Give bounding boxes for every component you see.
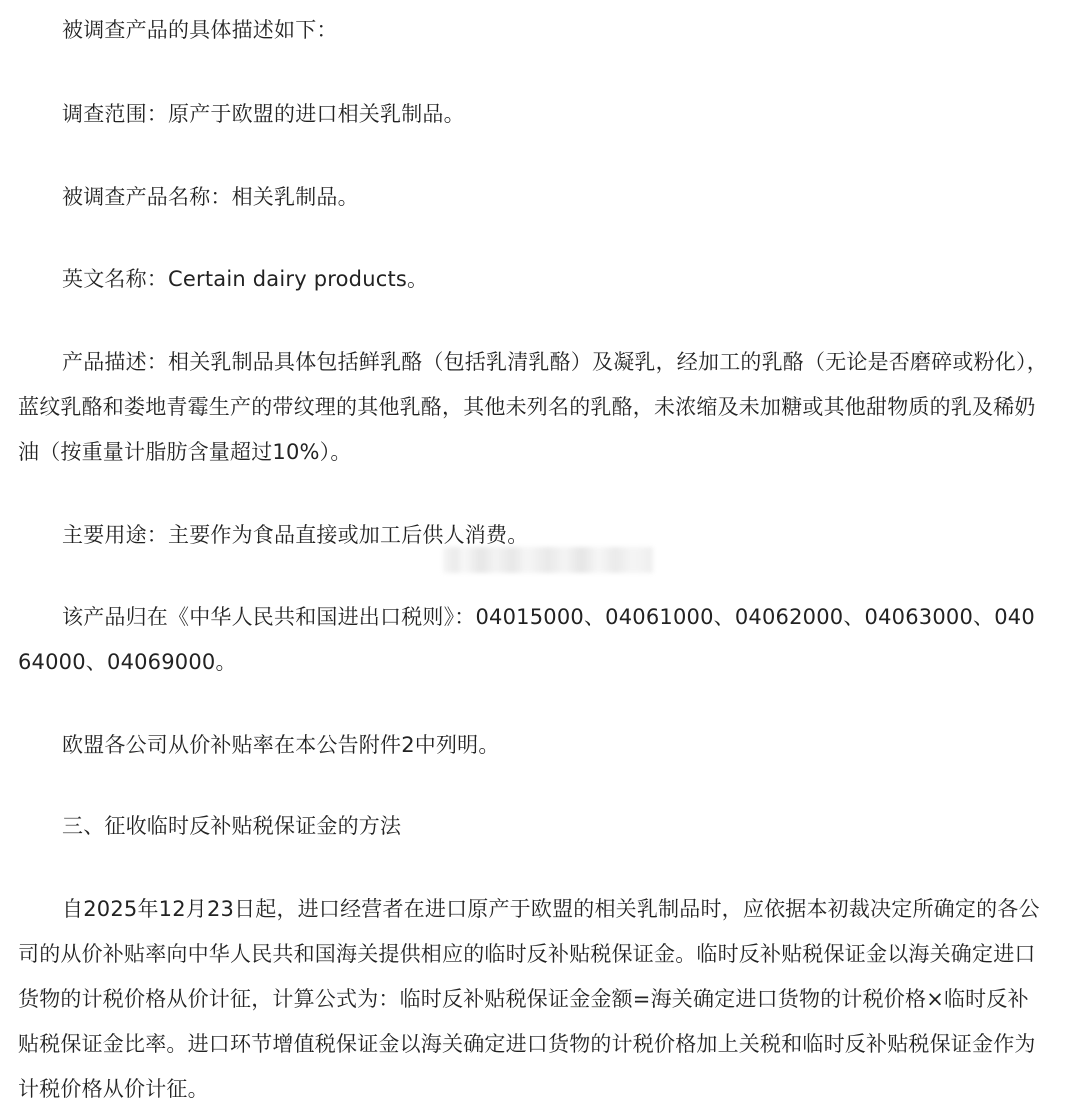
paragraph-product-name: 被调查产品名称：相关乳制品。 [62, 185, 359, 209]
paragraph-main-use: 主要用途：主要作为食品直接或加工后供人消费。 [62, 523, 529, 547]
paragraph-intro: 被调查产品的具体描述如下： [62, 18, 338, 42]
section-three-heading: 三、征收临时反补贴税保证金的方法 [62, 814, 402, 838]
paragraph-product-description: 产品描述：相关乳制品具体包括鲜乳酪（包括乳清乳酪）及凝乳，经加工的乳酪（无论是否磨碎或粉化），蓝纹乳酪和娄地青霉生产的带纹理的其他乳酪，其他未列名的乳酪，未浓缩及未加糖或其他甜物质的乳及稀奶油（按重量计脂肪含量超过10%）。 [18, 350, 1048, 464]
paragraph-scope: 调查范围：原产于欧盟的进口相关乳制品。 [62, 102, 465, 126]
paragraph-subsidy-rates: 欧盟各公司从价补贴率在本公告附件2中列明。 [62, 733, 500, 757]
paragraph-english-name: 英文名称：Certain dairy products。 [62, 267, 429, 291]
paragraph-collection-method: 自2025年12月23日起，进口经营者在进口原产于欧盟的相关乳制品时，应依据本初裁决定所确定的各公司的从价补贴率向中华人民共和国海关提供相应的临时反补贴税保证金。临时反补贴税保证金以海关确定进口货物的计税价格从价计征，计算公式为：临时反补贴税保证金金额=海关确定进口货物的计税价格×临时反补贴税保证金比率。进口环节增值税保证金以海关确定进口货物的计税价格加上关税和临时反补贴税保证金作为计税价格从价计征。 [18, 897, 1040, 1101]
paragraph-tariff-codes: 该产品归在《中华人民共和国进出口税则》：04015000、04061000、04062000、04063000、04064000、04069000。 [18, 605, 1035, 674]
blurred-watermark [443, 547, 653, 573]
